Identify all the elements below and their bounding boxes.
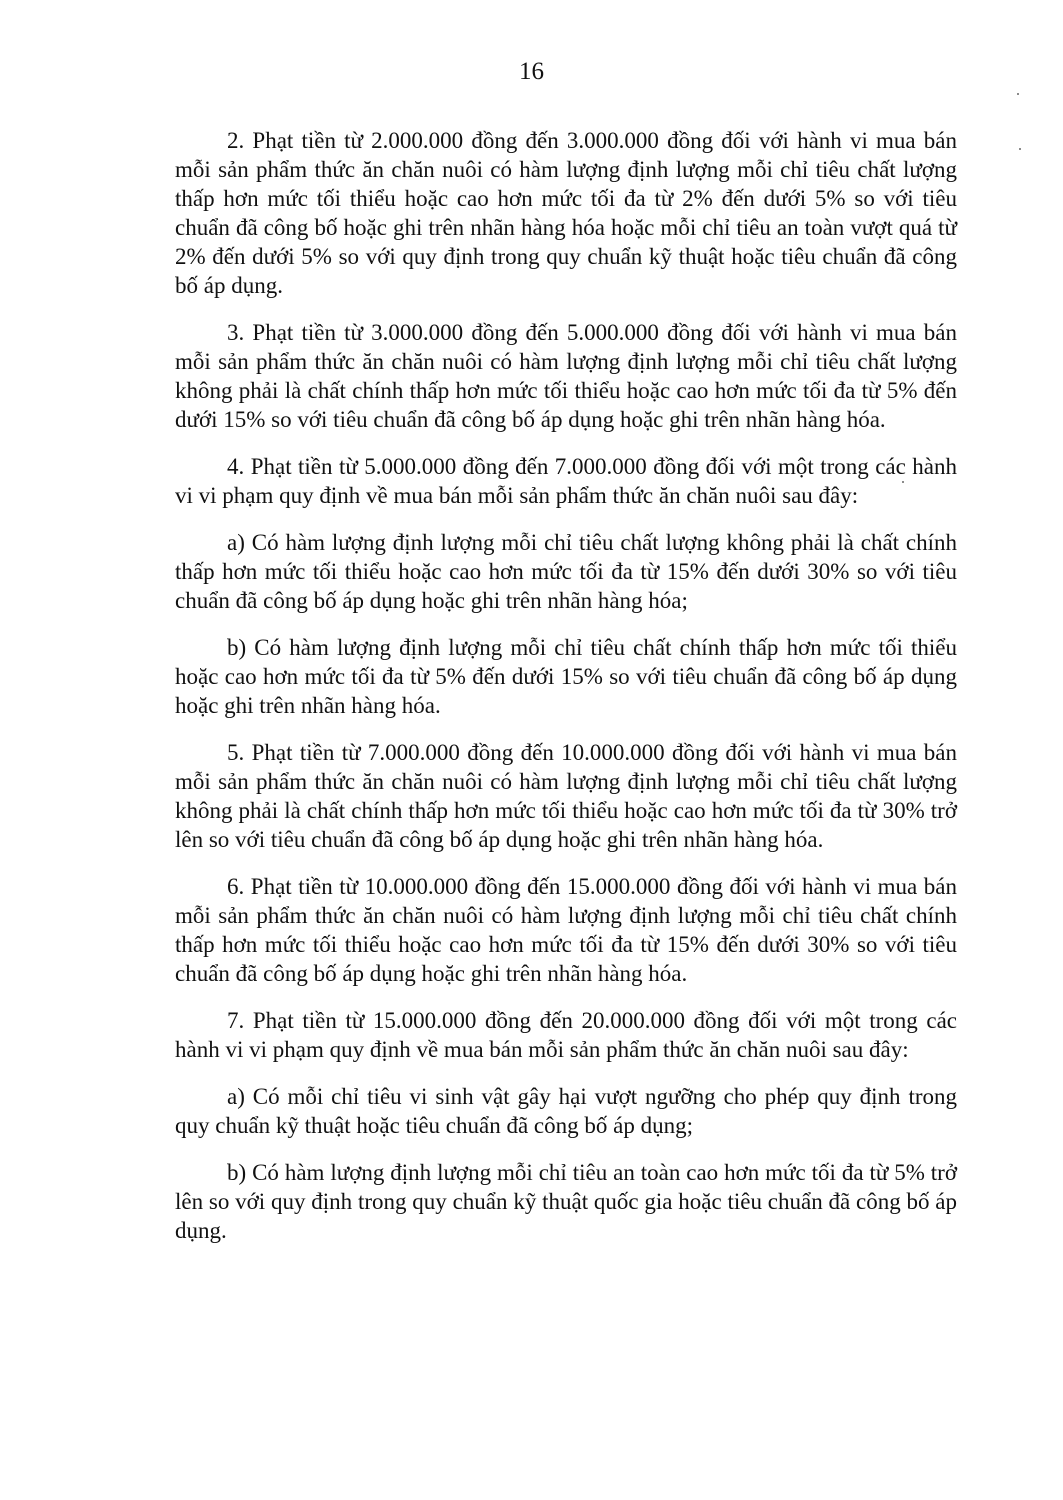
paragraph-clause-4-item-a: a) Có hàm lượng định lượng mỗi chỉ tiêu chất lượng không phải là chất chính thấp hơn mức tối thiểu hoặc cao hơn mức tối đa từ 15% đến dưới 30% so với tiêu chuẩn đã công bố áp dụng hoặc ghi trên nhãn hàng hóa; bbox=[175, 530, 957, 613]
scan-speck bbox=[902, 481, 904, 483]
paragraph-clause-5: 5. Phạt tiền từ 7.000.000 đồng đến 10.000.000 đồng đối với hành vi mua bán mỗi sản phẩm thức ăn chăn nuôi có hàm lượng định lượng mỗi chỉ tiêu chất lượng không phải là chất chính thấp hơn mức tối thiểu hoặc cao hơn mức tối đa từ 30% trở lên so với tiêu chuẩn đã công bố áp dụng hoặc ghi trên nhãn hàng hóa. bbox=[175, 740, 957, 852]
scan-speck bbox=[1019, 148, 1021, 150]
paragraph-clause-4-item-b: b) Có hàm lượng định lượng mỗi chỉ tiêu chất chính thấp hơn mức tối thiểu hoặc cao hơn mức tối đa từ 5% đến dưới 15% so với tiêu chuẩn đã công bố áp dụng hoặc ghi trên nhãn hàng hóa. bbox=[175, 635, 957, 718]
paragraph-clause-4: 4. Phạt tiền từ 5.000.000 đồng đến 7.000.000 đồng đối với một trong các hành vi vi phạm quy định về mua bán mỗi sản phẩm thức ăn chăn nuôi sau đây: bbox=[175, 454, 957, 508]
page-number: 16 bbox=[519, 58, 544, 85]
paragraph-clause-7-item-a: a) Có mỗi chỉ tiêu vi sinh vật gây hại vượt ngưỡng cho phép quy định trong quy chuẩn kỹ thuật hoặc tiêu chuẩn đã công bố áp dụng; bbox=[175, 1084, 957, 1138]
paragraph-clause-7: 7. Phạt tiền từ 15.000.000 đồng đến 20.000.000 đồng đối với một trong các hành vi vi phạm quy định về mua bán mỗi sản phẩm thức ăn chăn nuôi sau đây: bbox=[175, 1008, 957, 1062]
paragraph-clause-3: 3. Phạt tiền từ 3.000.000 đồng đến 5.000.000 đồng đối với hành vi mua bán mỗi sản phẩm thức ăn chăn nuôi có hàm lượng định lượng mỗi chỉ tiêu chất lượng không phải là chất chính thấp hơn mức tối thiểu hoặc cao hơn mức tối đa từ 5% đến dưới 15% so với tiêu chuẩn đã công bố áp dụng hoặc ghi trên nhãn hàng hóa. bbox=[175, 320, 957, 432]
document-body bbox=[175, 126, 957, 1263]
paragraph-clause-2: 2. Phạt tiền từ 2.000.000 đồng đến 3.000.000 đồng đối với hành vi mua bán mỗi sản phẩm thức ăn chăn nuôi có hàm lượng định lượng mỗi chỉ tiêu chất lượng thấp hơn mức tối thiểu hoặc cao hơn mức tối đa từ 2% đến dưới 5% so với tiêu chuẩn đã công bố hoặc ghi trên nhãn hàng hóa hoặc mỗi chỉ tiêu an toàn vượt quá từ 2% đến dưới 5% so với quy định trong quy chuẩn kỹ thuật hoặc tiêu chuẩn đã công bố áp dụng. bbox=[175, 128, 957, 298]
paragraph-clause-6: 6. Phạt tiền từ 10.000.000 đồng đến 15.000.000 đồng đối với hành vi mua bán mỗi sản phẩm thức ăn chăn nuôi có hàm lượng định lượng mỗi chỉ tiêu chất chính thấp hơn mức tối thiểu hoặc cao hơn mức tối đa từ 15% đến dưới 30% so với tiêu chuẩn đã công bố áp dụng hoặc ghi trên nhãn hàng hóa. bbox=[175, 874, 957, 986]
paragraph-clause-7-item-b: b) Có hàm lượng định lượng mỗi chỉ tiêu an toàn cao hơn mức tối đa từ 5% trở lên so với quy định trong quy chuẩn kỹ thuật quốc gia hoặc tiêu chuẩn đã công bố áp dụng. bbox=[175, 1160, 957, 1243]
scan-speck bbox=[1017, 93, 1019, 95]
